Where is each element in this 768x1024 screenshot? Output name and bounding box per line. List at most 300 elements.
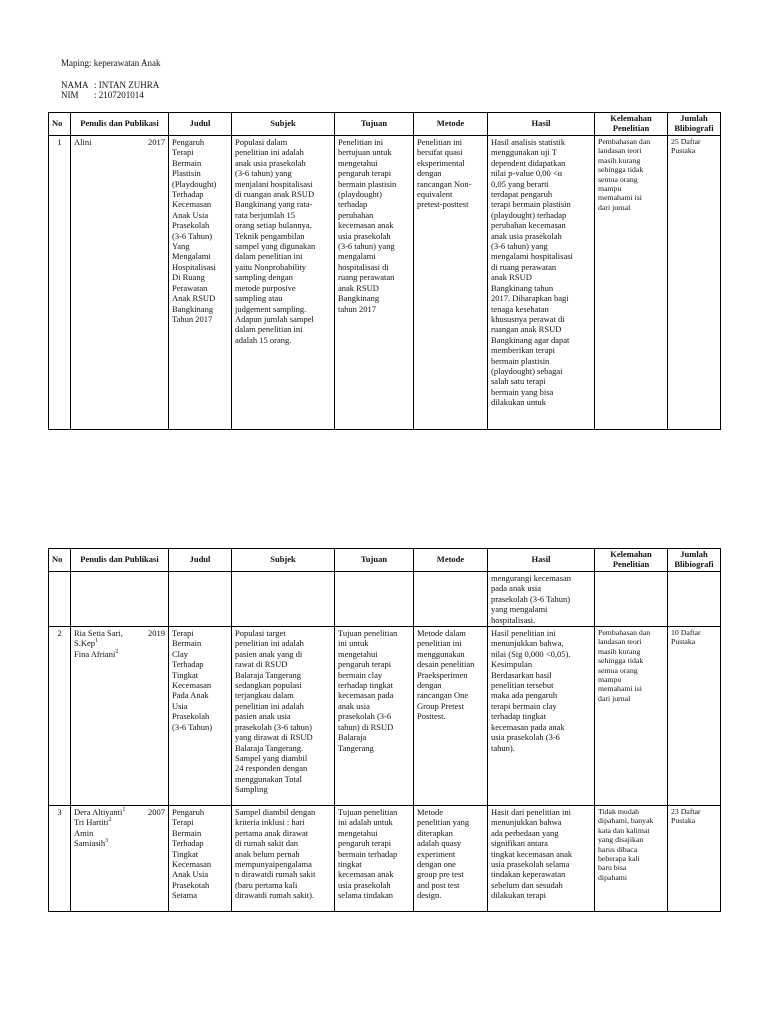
cell-line: Bangkinang yang rata- (235, 199, 313, 210)
kelemahan-cell (595, 572, 668, 627)
cell-line: hospitalisasi di (338, 261, 389, 272)
cell-line: Adapun jumlah sampel (235, 313, 314, 324)
cell-line: baru bisa (598, 863, 627, 873)
cell-line: harus dibaca (598, 844, 638, 854)
cell-line: Penelitian ini (338, 137, 384, 147)
cell-line: terapi bermain plastisin (491, 199, 571, 210)
cell-line: salah satu terapi (491, 376, 546, 387)
header-jumlah-2: Blibiografi (674, 123, 714, 133)
row-number: 1 (49, 136, 71, 430)
cell-line: mampu (598, 675, 622, 685)
cell-line: bermain yang bisa (491, 386, 554, 397)
header-kelemahan-1: Kelemahan (610, 113, 652, 124)
author-name: Ria Setia Sari, (74, 628, 123, 639)
judul-cell (169, 572, 232, 627)
header-jumlah-2: Blibiografi (674, 559, 714, 569)
cell-line: dilakukan untuk (491, 397, 547, 408)
header-hasil: Hasil (488, 549, 595, 572)
cell-line: Plastisin (172, 168, 201, 179)
cell-line: nilai p-value 0,00 <α (491, 168, 563, 179)
table-row (49, 136, 721, 430)
cell-line: mengalami (338, 251, 376, 262)
cell-line: 25 Daftar (671, 137, 701, 146)
cell-line: Bermain (172, 157, 202, 168)
cell-line: menunjukkan bahwa, (491, 638, 564, 649)
cell-line: mempunyaipengalama (235, 859, 312, 870)
cell-line: (playdought) sebagai (491, 365, 563, 376)
header-no: No (49, 549, 71, 572)
cell-line: Prasekolah (172, 711, 210, 722)
cell-line: hospitalisasi. (491, 614, 536, 625)
cell-line: penelitian ini adalah (235, 700, 304, 711)
cell-line: Sampel diambil dengan (235, 807, 316, 818)
cell-line: pertama anak dirawat (235, 827, 309, 838)
metode-cell (414, 627, 488, 806)
cell-line: metode purposive (235, 282, 296, 293)
cell-line: perubahan (338, 209, 374, 220)
author-line-2 (74, 817, 165, 827)
cell-line: Metode (417, 807, 443, 818)
cell-line: sedangkan populasi (235, 680, 302, 691)
hasil-cell (488, 627, 595, 806)
cell-line: ruang perawatan (338, 272, 395, 283)
cell-line: Setama (172, 890, 198, 901)
cell-line: Pembahasan dan (598, 137, 651, 146)
name-label: NAMA (61, 80, 89, 90)
cell-line: n dirawatdi rumah sakit (235, 869, 316, 880)
cell-line: dalam penelitian ini (235, 251, 303, 262)
cell-line: landasan teori (598, 146, 642, 156)
cell-line: tingkat kecemasan anak (491, 848, 573, 859)
cell-line: (3-6 tahun) yang (491, 241, 548, 252)
cell-line: usia prasekolah (338, 230, 391, 241)
cell-line: Pustaka (671, 816, 696, 826)
cell-line: terhadap tingkat (491, 711, 546, 722)
author-cell (71, 627, 169, 806)
cell-line: Bermain (172, 827, 202, 838)
cell-line: Tangerang (338, 742, 374, 753)
cell-line: landasan teori (598, 637, 642, 647)
author-line-1 (74, 628, 165, 638)
cell-line: nilai (Sig 0,000 <0,05). (491, 648, 571, 659)
cell-line: Sampel yang diambil (235, 752, 308, 763)
cell-line: Terapi (172, 147, 194, 158)
cell-line: Usia (172, 700, 188, 711)
cell-line: Prasekolah (172, 220, 210, 231)
metode-cell (414, 136, 488, 430)
kelemahan-cell (595, 136, 668, 430)
cell-line: bermain plastisin (338, 178, 397, 189)
author-line-1 (74, 807, 165, 817)
subjek-cell (232, 806, 335, 912)
header-tujuan: Tujuan (335, 113, 414, 136)
cell-line: Hospitalisasi (172, 261, 216, 272)
author-name: Tri Hartiti (74, 817, 109, 828)
cell-line: diterapkan (417, 827, 453, 838)
header-kelemahan-1: Kelemahan (610, 549, 652, 560)
cell-line: penelitian yang (417, 817, 470, 828)
cell-line: ruangan anak RSUD (491, 324, 562, 335)
cell-line: menggunakan Total (235, 773, 302, 784)
header-hasil: Hasil (488, 113, 595, 136)
cell-line: Perawatan (172, 282, 208, 293)
header-metode: Metode (414, 549, 488, 572)
cell-line: mengalami hospitalisasi (491, 251, 573, 262)
cell-line: dalam penelitian ini (235, 324, 303, 335)
cell-line: sampling dengan (235, 272, 293, 283)
cell-line: Balaraja Tangerang (235, 669, 302, 680)
cell-line: 0,05 yang berarti (491, 178, 549, 189)
name-value: : INTAN ZUHRA (94, 80, 160, 90)
cell-line: Kesimpulan (491, 659, 533, 670)
cell-line: Pustaka (671, 146, 696, 156)
cell-line: menggunakan (417, 648, 465, 659)
cell-line: yang mengalami (491, 604, 548, 615)
cell-line: bermain clay (338, 669, 383, 680)
cell-line: Sampling (235, 784, 268, 795)
cell-line: perubahan kecemasan (491, 220, 566, 231)
cell-line: Anak Usia (172, 209, 209, 220)
cell-line: prasekolah (3-6 (338, 711, 392, 722)
author-cell (71, 572, 169, 627)
cell-line: (baru pertama kali (235, 879, 298, 890)
cell-line: Hasil penelitian ini (491, 628, 556, 639)
judul-cell (169, 806, 232, 912)
cell-line: and post test (417, 879, 460, 890)
header-jumlah-1: Jumlah (680, 549, 708, 560)
cell-line: equivalent (417, 189, 453, 200)
cell-line: (playdought) (338, 189, 382, 200)
cell-line: Kecemasan (172, 859, 212, 870)
cell-line: Tahun 2017 (172, 313, 213, 324)
header-subjek: Subjek (232, 113, 335, 136)
header-penulis: Penulis dan Publikasi (71, 549, 169, 572)
jumlah-cell (668, 806, 721, 912)
cell-line: pasien anak yang di (235, 648, 303, 659)
cell-line: terapi bermain clay (491, 700, 557, 711)
cell-line: Terhadap (172, 189, 204, 200)
cell-line: terjangkau dalam (235, 690, 294, 701)
cell-line: Tidak mudah (598, 807, 640, 817)
cell-line: Posttest. (417, 711, 446, 722)
cell-line: sampel yang digunakan (235, 241, 316, 252)
name-row (61, 80, 159, 91)
cell-line: anak usia prasekolah (491, 230, 562, 241)
cell-line: Tujuan penelitian (338, 628, 398, 639)
metode-cell (414, 572, 488, 627)
subjek-cell (232, 136, 335, 430)
hasil-cell (488, 806, 595, 912)
cell-line: yang dirawat di RSUD (235, 732, 313, 743)
document-title: Maping: keperawatan Anak (61, 58, 161, 68)
cell-line: experiment (417, 848, 456, 859)
cell-line: (3-6 tahun) yang (235, 168, 292, 179)
cell-line: masih kurang (598, 646, 641, 656)
author-name: Dera Altiyanti (74, 807, 123, 818)
author-superscript: 3 (105, 838, 109, 845)
cell-line: Mengalami (172, 251, 211, 262)
cell-line: ini adalah untuk (338, 817, 393, 828)
cell-line: khususnya perawat di (491, 313, 565, 324)
cell-line: Bermain (172, 638, 202, 649)
author-name: Fina Afriani (74, 648, 116, 659)
cell-line: dengan (417, 168, 442, 179)
cell-line: mengetahui (338, 648, 378, 659)
subjek-cell (232, 627, 335, 806)
cell-line: tahun). (491, 742, 515, 753)
cell-line: di ruang perawatan (491, 261, 557, 272)
tujuan-cell (335, 572, 414, 627)
cell-line: menjalani hospitalisasi (235, 178, 313, 189)
cell-line: penelitian ini adalah (235, 147, 304, 158)
cell-line: anak usia prasekolah (235, 157, 306, 168)
cell-line: memahami isi (598, 684, 642, 694)
cell-line: Terapi (172, 817, 194, 828)
table-row-continued (49, 572, 721, 627)
cell-line: di ruangan anak RSUD (235, 189, 315, 200)
cell-line: Terhadap (172, 659, 204, 670)
cell-line: dari jurnal (598, 202, 631, 212)
author-cell (71, 136, 169, 430)
header-penulis: Penulis dan Publikasi (71, 113, 169, 136)
cell-line: dirawatdi rumah sakit). (235, 890, 315, 901)
cell-line: judgement sampling. (235, 303, 307, 314)
cell-line: Penelitian ini (417, 137, 463, 147)
cell-line: Terapi (172, 628, 194, 639)
cell-line: usia prasekolah selama (491, 859, 570, 870)
tujuan-cell (335, 627, 414, 806)
cell-line: tenaga kesehatan (491, 303, 549, 314)
hasil-cell (488, 136, 595, 430)
cell-line: bermain plastisin (491, 355, 550, 366)
cell-line: (3-6 Tahun) (172, 230, 213, 241)
cell-line: 24 responden dengan (235, 763, 308, 774)
judul-cell (169, 627, 232, 806)
cell-line: anak RSUD (338, 282, 379, 293)
cell-line: Hasit dari penelitian ini (491, 807, 572, 818)
table-header-row (49, 113, 721, 136)
author-superscript: 2 (115, 649, 119, 656)
cell-line: anak belum pernah (235, 848, 300, 859)
header-no: No (49, 113, 71, 136)
cell-line: Balaraja Tangerang. (235, 742, 304, 753)
cell-line: Berdasarkan hasil (491, 669, 552, 680)
author-superscript: 2 (108, 817, 112, 824)
cell-line: terdapat pengaruh (491, 189, 553, 200)
cell-line: eksperimental (417, 157, 465, 168)
subjek-cell (232, 572, 335, 627)
cell-line: Bangkinang (338, 293, 380, 304)
cell-line: penelitian ini adalah (235, 638, 304, 649)
header-jumlah (668, 549, 721, 572)
cell-line: anak usia (338, 700, 370, 711)
cell-line: (3-6 Tahun) (172, 721, 213, 732)
cell-line: Anak RSUD (172, 293, 216, 304)
cell-line: Anak Usia (172, 869, 209, 880)
mapping-table-page-1 (48, 112, 721, 430)
author-line-3 (74, 828, 165, 838)
cell-line: Tujuan penelitian (338, 807, 398, 818)
publication-year: 2007 (148, 807, 165, 818)
author-name: Samiasih (74, 838, 106, 849)
publication-year: 2019 (148, 628, 165, 639)
cell-line: kecemasan anak (338, 869, 394, 880)
cell-line: semua orang (598, 665, 638, 675)
cell-line: Group Pretest (417, 700, 464, 711)
cell-line: Populasi dalam (235, 137, 288, 147)
cell-line: Pengaruh (172, 137, 205, 147)
cell-line: kecemasan anak (338, 220, 394, 231)
judul-cell (169, 136, 232, 430)
cell-line: Bangkinang agar dapat (491, 334, 570, 345)
cell-line: mengetahui (338, 827, 378, 838)
cell-line: bersifat quasi (417, 147, 463, 158)
cell-line: semua orang (598, 174, 638, 184)
cell-line: memberikan terapi (491, 345, 555, 356)
cell-line: yaitu Nonprobability (235, 261, 307, 272)
row-number: 3 (49, 806, 71, 912)
cell-line: terhadap (338, 199, 368, 210)
header-kelemahan-2: Penelitian (612, 123, 650, 133)
cell-line: group pre test (417, 869, 464, 880)
author-line-2 (74, 638, 165, 648)
cell-line: dependent didapatkan (491, 157, 566, 168)
metode-cell (414, 806, 488, 912)
jumlah-cell (668, 136, 721, 430)
header-judul: Judul (169, 549, 232, 572)
cell-line: kecemasan pada anak (491, 721, 565, 732)
cell-line: menunjukkan bahwa (491, 817, 562, 828)
cell-line: Hasil analisis statistik (491, 137, 566, 147)
cell-line: Populasi target (235, 628, 286, 639)
cell-line: Pustaka (671, 637, 696, 647)
cell-line: tindakan keperawatan (491, 869, 566, 880)
header-tujuan: Tujuan (335, 549, 414, 572)
cell-line: penelitian tersebut (491, 680, 554, 691)
cell-line: sampling atau (235, 293, 283, 304)
mapping-table-page-2 (48, 548, 721, 912)
kelemahan-cell (595, 627, 668, 806)
row-number (49, 572, 71, 627)
nim-row (61, 90, 144, 101)
header-jumlah (668, 113, 721, 136)
header-judul: Judul (169, 113, 232, 136)
cell-line: tahun 2017 (338, 303, 377, 314)
header-kelemahan (595, 113, 668, 136)
cell-line: sehingga tidak (598, 656, 644, 666)
jumlah-cell (668, 572, 721, 627)
cell-line: ada perbedaan yang (491, 827, 559, 838)
cell-line: anak RSUD (491, 272, 532, 283)
cell-line: signifikan antara (491, 838, 548, 849)
cell-line: adalah 15 orang. (235, 334, 292, 345)
author-superscript: 1 (95, 638, 99, 645)
cell-line: dengan (417, 680, 442, 691)
cell-line: 23 Daftar (671, 807, 701, 817)
cell-line: bermain terhadap (338, 848, 398, 859)
cell-line: Bangkinang (172, 303, 214, 314)
header-kelemahan-2: Penelitian (612, 559, 650, 569)
cell-line: Pembahasan dan (598, 628, 651, 638)
cell-line: Kecemasan (172, 680, 212, 691)
cell-line: beberapa kali (598, 854, 640, 864)
table-header-row (49, 549, 721, 572)
cell-line: Pengaruh (172, 807, 205, 818)
cell-line: mengurangi kecemasan (491, 573, 572, 583)
cell-line: design. (417, 890, 442, 901)
author-name: Amin (74, 827, 94, 838)
cell-line: orang setiap bulannya. (235, 220, 312, 231)
cell-line: selama tindakan (338, 890, 393, 901)
cell-line: prasekolah (3-6 tahun) (235, 721, 312, 732)
cell-line: yang disajikan (598, 835, 644, 845)
publication-year: 2017 (148, 137, 165, 147)
cell-line: memahami isi (598, 193, 642, 203)
tujuan-cell (335, 136, 414, 430)
nim-value: : 2107201014 (94, 90, 144, 100)
cell-line: rancangan One (417, 690, 469, 701)
table-row (49, 806, 721, 912)
cell-line: rata berjumlah 15 (235, 209, 295, 220)
cell-line: adalah quasy (417, 838, 462, 849)
cell-line: 10 Daftar (671, 628, 701, 638)
cell-line: rancangan Non- (417, 178, 472, 189)
cell-line: tahun) di RSUD (338, 721, 394, 732)
cell-line: tingkat (338, 859, 362, 870)
cell-line: maka ada pengaruh (491, 690, 558, 701)
cell-line: (Playdought) (172, 178, 217, 189)
cell-line: Praeksperimen (417, 669, 468, 680)
cell-line: Metode dalam (417, 628, 466, 639)
author-cell (71, 806, 169, 912)
cell-line: Prasekotah (172, 879, 210, 890)
cell-line: Bangkinang tahun (491, 282, 554, 293)
cell-line: kriteria inklusi : hari (235, 817, 305, 828)
header-kelemahan (595, 549, 668, 572)
cell-line: Tingkat (172, 848, 199, 859)
cell-line: Balaraja (338, 732, 367, 743)
cell-line: desain penelitian (417, 659, 475, 670)
cell-line: Clay (172, 648, 189, 659)
cell-line: Di Ruang (172, 272, 205, 283)
cell-line: usia prasekolah (338, 879, 391, 890)
cell-line: dilakukan terapi (491, 890, 546, 901)
cell-line: pengaruh terapi (338, 838, 392, 849)
cell-line: (playdought) terhadap (491, 209, 567, 220)
cell-line: dipahami (598, 872, 628, 882)
cell-line: rawat di RSUD (235, 659, 288, 670)
header-jumlah-1: Jumlah (680, 113, 708, 124)
cell-line: pretest-posttest (417, 199, 469, 210)
author-line-4 (74, 838, 165, 848)
header-metode: Metode (414, 113, 488, 136)
author-name: S.Kep (74, 638, 96, 649)
cell-line: menggunakan uji T (491, 147, 557, 158)
nim-label: NIM (61, 90, 79, 100)
author-superscript: 1 (122, 807, 126, 814)
cell-line: dengan one (417, 859, 456, 870)
cell-line: mengetahui (338, 157, 378, 168)
author-name: Alini (74, 137, 92, 147)
cell-line: sehingga tidak (598, 165, 644, 175)
cell-line: pengaruh terapi (338, 168, 392, 179)
author-line-3 (74, 649, 165, 659)
cell-line: dari jurnal (598, 693, 631, 703)
cell-line: kecemasan pada (338, 690, 394, 701)
cell-line: mampu (598, 184, 622, 194)
cell-line: ini untuk (338, 638, 369, 649)
cell-line: 2017. Diharapkan bagi (491, 293, 569, 304)
